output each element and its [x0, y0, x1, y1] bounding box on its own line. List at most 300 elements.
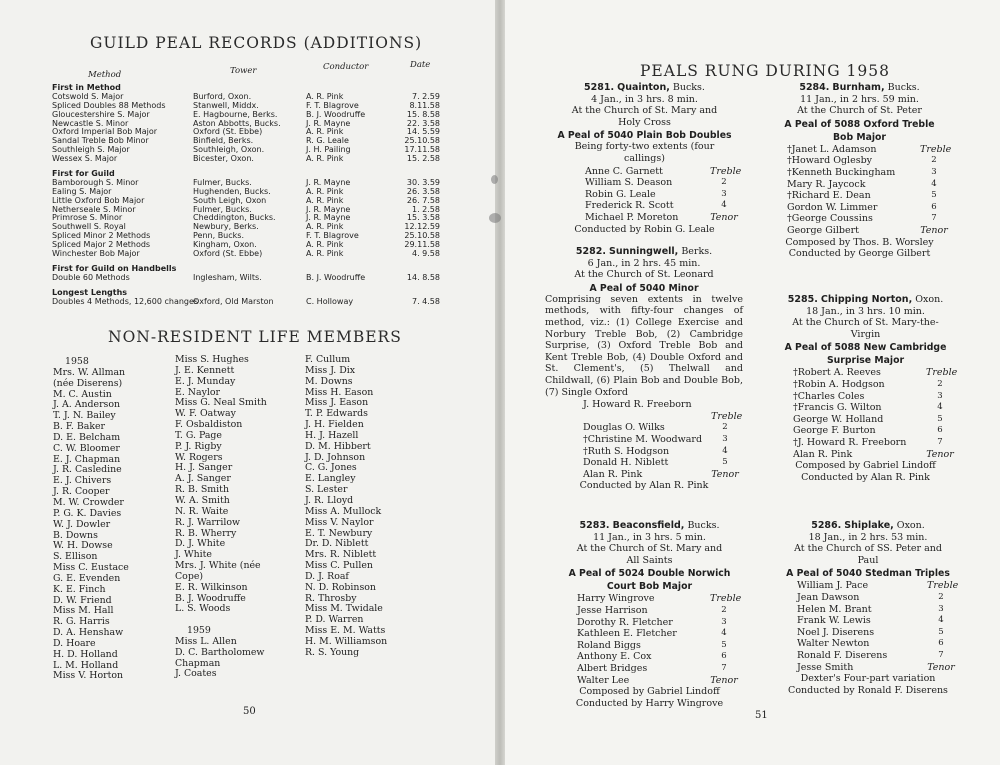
member-name: D. W. Friend	[53, 594, 112, 606]
peal-entry	[777, 520, 959, 696]
record-conductor: A. R. Pink	[306, 91, 344, 101]
member-name: F. Cullum	[305, 354, 351, 365]
peal-county: Berks.	[681, 246, 713, 257]
ringer-name: George W. Holland	[793, 413, 884, 425]
peal-place: Beaconsfield,	[612, 520, 685, 531]
ringer-position: 7	[938, 649, 944, 660]
peal-place: Chipping Norton,	[820, 294, 913, 305]
ringer-position: Tenor	[710, 211, 738, 223]
member-name: Chapman	[175, 657, 221, 669]
member-year-heading: 1958	[65, 356, 89, 367]
ringer-name: Alan R. Pink	[793, 448, 853, 460]
ringer-position: Treble	[710, 593, 742, 605]
member-name: L. M. Holland	[53, 659, 119, 671]
member-name: Miss C. Eustace	[53, 562, 129, 574]
peal-number: 5284.	[799, 82, 830, 93]
peal-footer: Conducted by Alan R. Pink	[579, 480, 709, 492]
date-column	[390, 84, 440, 306]
record-date: 26. 7.58	[406, 195, 440, 205]
binding-blot	[489, 213, 501, 223]
record-method: Newcastle S. Minor	[52, 118, 129, 128]
ringer-name: Dorothy R. Fletcher	[577, 616, 673, 628]
peal-county: Oxon.	[896, 520, 925, 531]
ringer-name: Donald H. Niblett	[583, 457, 669, 469]
ringer-row	[547, 212, 742, 224]
record-conductor: J. R. Mayne	[306, 118, 351, 128]
date-header: Date	[410, 60, 431, 70]
record-date: 15. 3.58	[406, 213, 440, 223]
peal-church: At the Church of St. Peter	[797, 105, 922, 117]
ringer-position: Tenor	[711, 468, 739, 480]
member-name: H. J. Sanger	[175, 462, 233, 474]
member-name: T. G. Page	[175, 429, 222, 441]
member-name: A. J. Sanger	[175, 473, 231, 485]
ringer-row	[767, 155, 952, 167]
ringer-position: 3	[722, 433, 728, 444]
member-name: H. J. Hazell	[305, 429, 359, 441]
record-tower: Oxford (St. Ebbe)	[193, 127, 263, 137]
peal-footer: Composed by Thos. B. Worsley	[785, 236, 934, 248]
member-name: Miss G. Neal Smith	[175, 397, 267, 409]
member-name: L. S. Woods	[175, 603, 231, 615]
record-conductor: A. R. Pink	[306, 127, 344, 137]
ringer-row	[777, 650, 959, 662]
member-name: Miss J. Dix	[305, 364, 355, 376]
member-name: J. H. Fielden	[305, 419, 364, 431]
conductor-header: Conductor	[323, 62, 369, 72]
member-name: B. F. Baker	[53, 421, 106, 433]
ringer-row	[547, 177, 742, 189]
members-column-1	[53, 357, 129, 682]
record-tower: E. Hagbourne, Berks.	[193, 109, 278, 119]
record-conductor: R. G. Leale	[306, 136, 349, 146]
member-name: C. W. Bloomer	[53, 442, 120, 454]
member-name: W. A. Smith	[175, 494, 230, 506]
record-method: Spliced Minor 2 Methods	[52, 231, 151, 241]
ringer-position: 3	[931, 166, 937, 177]
ringer-name: Walter Lee	[577, 674, 630, 686]
ringer-name: Anne C. Garnett	[585, 165, 663, 177]
record-conductor: J. R. Mayne	[306, 213, 351, 223]
left-page	[0, 0, 495, 765]
member-name: H. M. Williamson	[305, 635, 388, 647]
book-gutter	[495, 0, 505, 765]
ringer-row	[767, 190, 952, 202]
member-name: J. R. Lloyd	[305, 494, 354, 506]
non-resident-members-title: NON-RESIDENT LIFE MEMBERS	[108, 328, 402, 346]
peal-footer: Conducted by Alan R. Pink	[801, 471, 930, 483]
record-method: Doubles 4 Methods, 12,600 changes	[52, 296, 199, 306]
ringer-name: George Gilbert	[787, 224, 859, 236]
member-name: J. A. Anderson	[53, 399, 121, 411]
record-date: 15. 2.58	[406, 154, 440, 164]
ringer-name: †Howard Oglesby	[787, 155, 873, 167]
member-name: S. Ellison	[53, 551, 98, 563]
ringer-name: †Richard E. Dean	[787, 190, 871, 202]
ringer-position: 6	[721, 651, 727, 662]
peal-church: At the Church of St. Mary-the-	[792, 317, 939, 329]
record-conductor: J. H. Pailing	[306, 145, 351, 155]
record-method: Sandal Treble Bob Minor	[52, 136, 149, 146]
peal-date: 11 Jan., in 3 hrs. 5 min.	[593, 531, 706, 543]
ringer-name: †Christine M. Woodward	[583, 433, 703, 445]
method-header: Method	[88, 70, 122, 80]
ringer-name: Roland Biggs	[577, 639, 641, 651]
member-name: Miss M. Twidale	[305, 603, 383, 615]
ringers-list	[773, 367, 958, 460]
record-date: 1. 2.58	[412, 204, 440, 214]
member-name: Mrs. J. White (née	[175, 560, 261, 572]
member-name: P. G. K. Davies	[53, 507, 122, 519]
ringer-row	[557, 605, 742, 617]
peal-description: Being forty-two extents (four	[574, 141, 715, 153]
ringer-row	[557, 617, 742, 629]
member-name: D. E. Belcham	[53, 431, 121, 443]
record-conductor: A. R. Pink	[306, 186, 344, 196]
peal-entry	[557, 520, 742, 709]
record-date: 26. 3.58	[406, 186, 440, 196]
member-name: P. J. Rigby	[175, 440, 222, 452]
ringer-name: Mary R. Jaycock	[787, 178, 866, 190]
member-name: D. J. Roaf	[305, 570, 349, 582]
ringer-position: 3	[721, 188, 727, 199]
member-name: J. White	[175, 549, 212, 561]
tower-header: Tower	[230, 66, 257, 76]
member-name: E. J. Chapman	[53, 453, 121, 465]
record-tower: Burford, Oxon.	[193, 91, 252, 101]
member-name: Cope)	[175, 570, 204, 582]
peal-number: 5282.	[575, 246, 606, 257]
peal-location	[557, 520, 742, 532]
ringer-name: †George Coussins	[787, 213, 873, 225]
record-tower: Penn, Bucks.	[193, 231, 244, 241]
record-conductor: J. R. Mayne	[306, 204, 351, 214]
record-conductor: A. R. Pink	[306, 154, 344, 164]
record-date: 8.11.58	[409, 100, 440, 110]
ringer-position: Tenor	[710, 674, 738, 686]
peal-location	[773, 294, 958, 306]
record-conductor: A. R. Pink	[306, 195, 344, 205]
ringer-position: 4	[938, 615, 944, 626]
ringers-list	[777, 580, 959, 673]
peal-church: Paul	[857, 554, 879, 566]
member-name: M. Downs	[305, 375, 353, 387]
ringer-position: 6	[938, 638, 944, 649]
peal-title: A Peal of 5040 Minor	[589, 282, 699, 294]
ringer-row	[777, 638, 959, 650]
member-name: Mrs. W. Allman	[53, 366, 126, 378]
record-section-heading: Longest Lengths	[52, 287, 128, 297]
ringer-position: 2	[937, 378, 943, 389]
member-name: D. Hoare	[53, 637, 96, 649]
record-tower: Aston Abbotts, Bucks.	[193, 118, 281, 128]
record-date: 17.11.58	[404, 145, 440, 155]
member-name: W. Rogers	[175, 451, 223, 463]
ringer-row	[773, 425, 958, 437]
ringer-row	[767, 213, 952, 225]
record-date: 7. 2.59	[412, 91, 440, 101]
peal-place: Quainton,	[617, 82, 670, 93]
ringer-name: William J. Pace	[797, 580, 869, 592]
ringer-position: 7	[931, 213, 937, 224]
record-section-heading: First in Method	[52, 83, 121, 92]
record-method: Cotswold S. Major	[52, 91, 124, 101]
ringer-position: 2	[938, 591, 944, 602]
peal-location	[777, 520, 959, 532]
ringer-name: Robin G. Leale	[585, 188, 656, 200]
peal-county: Bucks.	[672, 82, 705, 93]
record-method: Gloucestershire S. Major	[52, 109, 150, 119]
peal-entry	[767, 82, 952, 260]
peal-place: Burnham,	[832, 82, 885, 93]
ringers-list	[767, 144, 952, 237]
ringer-position: Treble	[711, 410, 743, 422]
member-name: Miss A. Mullock	[305, 505, 382, 517]
record-method: Bamborough S. Minor	[52, 177, 139, 187]
ringer-name: Harry Wingrove	[577, 593, 655, 605]
member-name: W. H. Dowse	[53, 540, 113, 552]
ringer-name: †Robert A. Reeves	[793, 367, 881, 379]
peal-church: Virgin	[850, 328, 881, 340]
ringer-row	[557, 651, 742, 663]
ringer-row	[557, 675, 742, 687]
ringer-position: 3	[937, 390, 943, 401]
binding-blot	[491, 175, 498, 184]
record-tower: Oxford (St. Ebbe)	[193, 249, 263, 259]
ringer-position: 2	[721, 604, 727, 615]
ringer-name: Alan R. Pink	[583, 468, 643, 480]
record-date: 15. 8.58	[406, 109, 440, 119]
member-name: J. R. Casledine	[53, 464, 122, 476]
ringer-position: 2	[722, 422, 728, 433]
ringer-position: 3	[938, 603, 944, 614]
ringer-row	[545, 457, 743, 469]
peal-title: A Peal of 5040 Plain Bob Doubles	[557, 130, 732, 142]
ringer-position: 5	[931, 190, 937, 201]
right-page	[505, 0, 1000, 765]
ringer-row	[557, 628, 742, 640]
member-name: Dr. D. Niblett	[305, 538, 369, 550]
ringer-position: 5	[722, 457, 728, 468]
member-name: D. A. Henshaw	[53, 627, 124, 639]
member-name: M. C. Austin	[53, 388, 112, 400]
ringer-name: Kathleen E. Fletcher	[577, 628, 677, 640]
ringer-position: 6	[937, 425, 943, 436]
ringer-name: Frederick R. Scott	[585, 200, 674, 212]
member-name: R. B. Smith	[175, 484, 229, 496]
ringer-name: Helen M. Brant	[797, 603, 872, 615]
peal-number: 5283.	[579, 520, 610, 531]
ringer-name: Douglas O. Wilks	[583, 422, 665, 434]
ringer-position: 4	[931, 178, 937, 189]
ringer-position: 7	[721, 662, 727, 673]
record-method: Winchester Bob Major	[52, 249, 140, 259]
record-section-heading: First for Guild on Handbells	[52, 263, 177, 273]
peal-location	[547, 82, 742, 94]
ringers-list	[547, 166, 742, 224]
ringer-position: 7	[937, 436, 943, 447]
peal-location	[545, 246, 743, 258]
ringers-list	[557, 593, 742, 686]
record-tower: Newbury, Berks.	[193, 222, 259, 232]
record-method: Double 60 Methods	[52, 272, 130, 282]
member-name: S. Lester	[305, 484, 348, 496]
ringer-name: Jesse Smith	[797, 661, 854, 673]
ringer-row	[547, 189, 742, 201]
members-column-3	[305, 355, 387, 659]
ringer-name: George F. Burton	[793, 425, 876, 437]
member-name: G. E. Evenden	[53, 572, 121, 584]
peal-title: A Peal of 5024 Double Norwich	[568, 568, 731, 580]
peal-church: At the Church of SS. Peter and	[794, 543, 942, 555]
ringer-row	[545, 469, 743, 481]
ringer-name: †Kenneth Buckingham	[787, 166, 896, 178]
member-name: E. R. Wilkinson	[175, 581, 248, 593]
record-conductor: A. R. Pink	[306, 222, 344, 232]
ringer-row	[777, 604, 959, 616]
ringer-position: 5	[721, 639, 727, 650]
member-name: E. T. Newbury	[305, 527, 373, 539]
ringer-name: †Charles Coles	[793, 390, 865, 402]
ringer-position: 6	[931, 201, 937, 212]
page-number-left: 50	[243, 706, 256, 717]
member-name: B. J. Woodruffe	[175, 592, 246, 604]
peal-church: At the Church of St. Mary and	[576, 543, 723, 555]
peal-church: Holy Cross	[618, 116, 671, 128]
ringer-position: 2	[721, 177, 727, 188]
member-name: Mrs. R. Niblett	[305, 549, 377, 561]
ringer-name: †Francis G. Wilton	[793, 402, 882, 414]
ringer-name: Gordon W. Limmer	[787, 201, 878, 213]
ringer-name: William S. Deason	[585, 177, 673, 189]
record-conductor: B. J. Woodruffe	[306, 272, 366, 282]
ringer-row	[557, 640, 742, 652]
ringer-row	[773, 449, 958, 461]
record-method: Little Oxford Bob Major	[52, 195, 145, 205]
ringer-row	[547, 200, 742, 212]
member-name: Miss L. Allen	[175, 635, 237, 647]
member-name: D. C. Bartholomew	[175, 646, 265, 658]
ringer-name: †Janet L. Adamson	[787, 143, 877, 155]
record-tower: Cheddington, Bucks.	[193, 213, 276, 223]
record-method: Southleigh S. Major	[52, 145, 130, 155]
member-name: B. Downs	[53, 529, 98, 541]
member-name: D. J. White	[175, 538, 226, 550]
member-name: R. G. Harris	[53, 616, 110, 628]
record-tower: Hughenden, Bucks.	[193, 186, 271, 196]
ringer-name: †J. Howard R. Freeborn	[793, 436, 907, 448]
method-column	[52, 84, 198, 306]
peal-title: A Peal of 5040 Stedman Triples	[786, 568, 950, 580]
record-date: 29.11.58	[404, 240, 440, 250]
ringer-name	[583, 411, 711, 423]
member-name: E. Langley	[305, 473, 356, 485]
ringer-position: Tenor	[927, 661, 955, 673]
ringer-row	[547, 166, 742, 178]
ringer-name: Jesse Harrison	[577, 604, 648, 616]
ringer-name: J. Howard R. Freeborn	[583, 399, 692, 411]
ringer-row	[777, 627, 959, 639]
member-name: R. S. Young	[305, 646, 360, 658]
peal-description: callings)	[624, 152, 665, 164]
ringer-row	[777, 580, 959, 592]
record-tower: Fulmer, Bucks.	[193, 204, 252, 214]
peal-title: Bob Major	[832, 131, 887, 143]
ringer-name: Michael P. Moreton	[585, 211, 679, 223]
peal-description: Comprising seven extents in twelve methods, with fifty-four changes of method, viz.: (1) College Exercise and Norbury Treble Bob, (2) Cambridge Surprise, (3) Oxford Treble Bob and Kent Treble Bob, (4) Double Oxford and St. Clement's, (5) Thelwall and Childwall, (6) Plain Bob and Double Bob, (7) Single Oxford	[545, 293, 743, 398]
peal-church: At the Church of St. Mary and	[571, 105, 718, 117]
page-number-right: 51	[755, 710, 768, 721]
ringer-position: Tenor	[926, 448, 954, 460]
member-name: R. B. Wherry	[175, 527, 237, 539]
ringer-name: Frank W. Lewis	[797, 615, 871, 627]
ringer-row	[545, 434, 743, 446]
ringer-name: Noel J. Diserens	[797, 626, 875, 638]
member-name: Miss M. Hall	[53, 605, 114, 617]
ringer-position: Treble	[927, 580, 959, 592]
record-tower: Southleigh, Oxon.	[193, 145, 265, 155]
ringer-row	[545, 399, 743, 411]
peal-footer: Composed by Gabriel Lindoff	[795, 460, 936, 472]
member-name: J. E. Kennett	[175, 364, 235, 376]
record-conductor: F. T. Blagrove	[306, 231, 359, 241]
ringer-row	[557, 593, 742, 605]
ringer-row	[777, 615, 959, 627]
ringer-row	[767, 225, 952, 237]
record-method: Wessex S. Major	[52, 154, 118, 164]
record-tower: Fulmer, Bucks.	[193, 177, 252, 187]
peal-title: A Peal of 5088 New Cambridge	[784, 342, 947, 354]
record-date: 4. 9.58	[412, 249, 440, 259]
record-date: 25.10.58	[404, 136, 440, 146]
record-tower: Bicester, Oxon.	[193, 154, 254, 164]
member-name: F. Osbaldiston	[175, 419, 243, 431]
peal-county: Bucks.	[687, 520, 720, 531]
record-date: 30. 3.59	[406, 177, 440, 187]
ringer-position: 4	[937, 402, 943, 413]
peal-church: All Saints	[626, 554, 673, 566]
peal-church: At the Church of St. Leonard	[574, 269, 714, 281]
member-name: K. E. Finch	[53, 583, 106, 595]
member-name: Miss V. Horton	[53, 670, 124, 682]
record-tower: Oxford, Old Marston	[193, 296, 274, 306]
member-name: T. P. Edwards	[305, 408, 368, 420]
peal-title: Surprise Major	[826, 355, 905, 367]
peal-entry	[545, 246, 743, 492]
record-method: Netherseale S. Minor	[52, 204, 136, 214]
member-name: P. D. Warren	[305, 614, 364, 626]
ringer-row	[777, 592, 959, 604]
record-conductor: C. Holloway	[306, 296, 354, 306]
ringer-position: Treble	[710, 165, 742, 177]
record-date: 14. 5.59	[406, 127, 440, 137]
peal-location	[767, 82, 952, 94]
record-tower: South Leigh, Oxon	[193, 195, 267, 205]
ringer-position: 3	[721, 616, 727, 627]
ringer-row	[773, 367, 958, 379]
peal-number: 5286.	[811, 520, 842, 531]
ringer-position: 5	[938, 626, 944, 637]
record-method: Spliced Major 2 Methods	[52, 240, 151, 250]
record-conductor: A. R. Pink	[306, 240, 344, 250]
member-name: Miss E. M. Watts	[305, 625, 386, 637]
ringer-position: 2	[931, 155, 937, 166]
peal-date: 18 Jan., in 2 hrs. 53 min.	[808, 531, 928, 543]
member-name: J. D. Johnson	[305, 451, 366, 463]
ringers-list	[545, 399, 743, 480]
ringer-position: 4	[721, 200, 727, 211]
member-name: H. D. Holland	[53, 648, 118, 660]
